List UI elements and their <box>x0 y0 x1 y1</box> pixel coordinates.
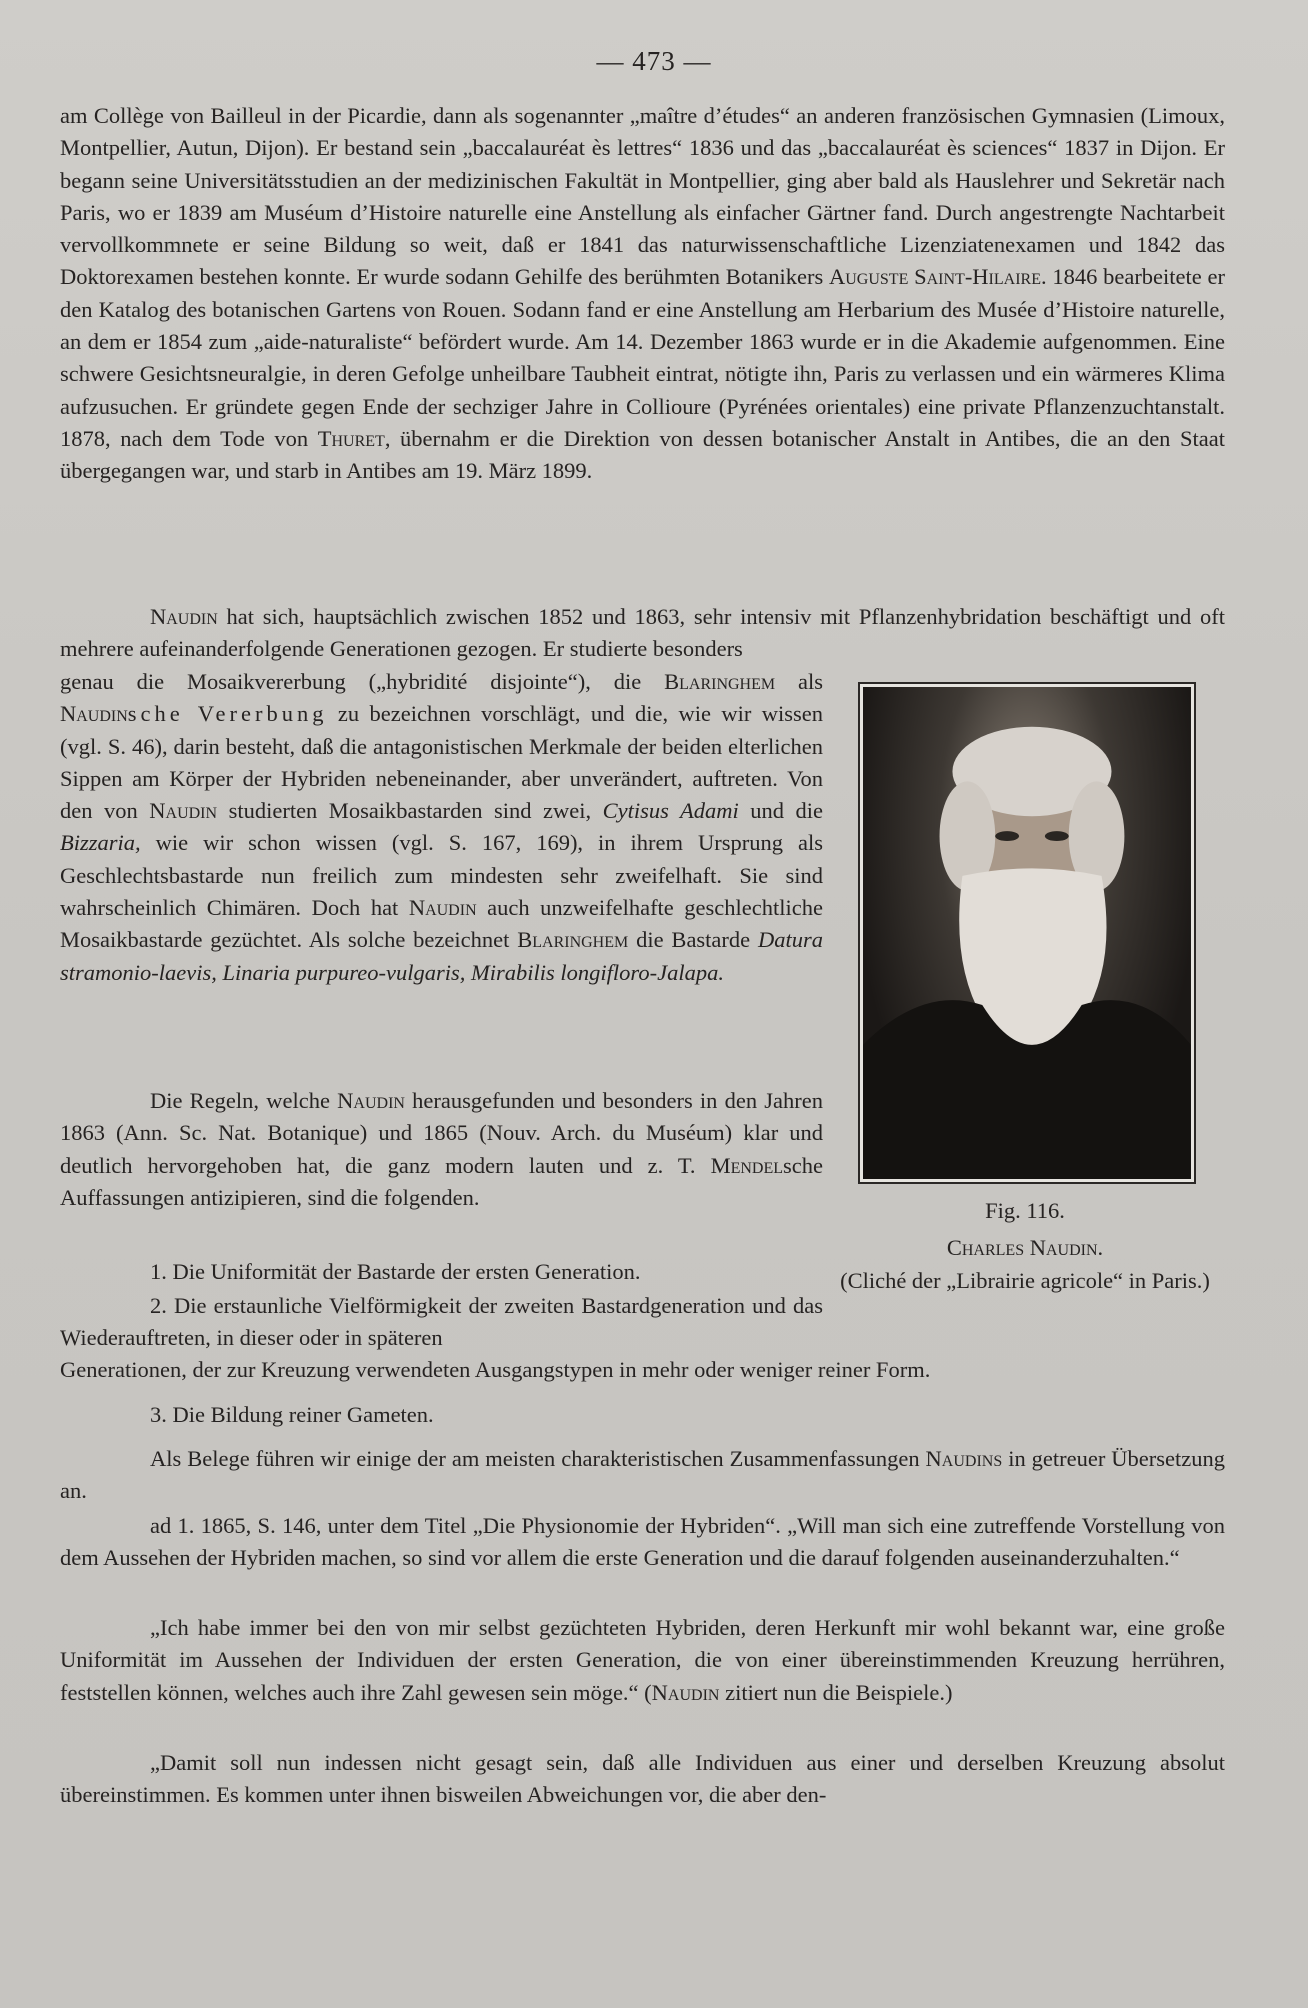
figure-caption-name: Charles Naudin. <box>946 1235 1104 1260</box>
name-thuret: Thuret <box>317 425 385 451</box>
rule-2: 2. Die erstaunliche Vielförmigkeit der zweiten Bastardgeneration und das Wiederauftreten, in dieser oder in späteren <box>60 1293 823 1351</box>
paragraph-biography: am Collège von Bailleul in der Picardie, dann als sogenannter „maître d’études“ an anderen französischen Gymnasien (Limoux, Montpellier, Autun, Dijon). Er bestand sein „baccalauréat ès lettres“ 1836 und das „baccalauréat ès sciences“ 1837 in Dijon. Er begann seine Universitätsstudien an der medizinischen Fakultät in Montpellier, ging aber bald als Hauslehrer und Sekretär nach Paris, wo er 1839 am Muséum d’Histoire naturelle eine Anstellung als einfacher Gärtner fand. Durch angestrengte Nachtarbeit vervollkommnete er seine Bildung so weit, daß er 1841 das naturwissenschaftliche Lizenziatenexamen und 1842 das Doktorexamen bestehen konnte. Er wurde sodann Gehilfe des berühmten Botanikers Auguste Saint-Hilaire. 1846 bearbeitete er den Katalog des botanischen Gartens von Rouen. Sodann fand er eine Anstellung am Herbarium des Musée d’Histoire naturelle, an dem er 1854 zum „aide-naturaliste“ befördert wurde. Am 14. Dezember 1863 wurde er in die Akademie aufgenommen. Eine schwere Gesichtsneuralgie, in deren Gefolge unheilbare Taubheit eintrat, nötigte ihn, Paris zu verlassen und ein wärmeres Klima aufzusuchen. Er gründete gegen Ende der sechziger Jahre in Collioure (Pyrénées orientales) eine private Pflanzenzuchtanstalt. 1878, nach dem Tode von Thuret, übernahm er die Direktion von dessen botanischer Anstalt in Antibes, die an den Staat übergegangen war, und starb in Antibes am 19. März 1899. <box>60 103 1226 484</box>
paragraph-evidence: Als Belege führen wir einige der am meisten charakteristischen Zusammenfassungen Naudins in getreuer Übersetzung an. <box>60 1446 1225 1504</box>
figure-number: Fig. 116. <box>985 1198 1065 1223</box>
figure-portrait-frame <box>858 682 1196 1184</box>
paragraph-quote-2: „Damit soll nun indessen nicht gesagt sein, daß alle Individuen aus einer und derselben Kreuzung absolut übereinstimmen. Es kommen unter ihnen bisweilen Abweichungen vor, die aber den- <box>60 1750 1225 1808</box>
paragraph-ad1: ad 1. 1865, S. 146, unter dem Titel „Die Physionomie der Hybriden“. „Will man sich eine zutreffende Vorstellung von dem Aussehen der Hybriden machen, so sind vor allem die erste Generation und die darauf folgenden auseinanderzuhalten.“ <box>60 1513 1225 1571</box>
name-saint-hilaire: Auguste Saint-Hilaire <box>829 264 1041 290</box>
figure-credit: (Cliché der „Librairie agricole“ in Paris.) <box>840 1268 1210 1293</box>
page-number: — 473 — <box>596 46 712 76</box>
portrait-illustration <box>863 687 1191 1179</box>
paragraph-quote-1: „Ich habe immer bei den von mir selbst gezüchteten Hybriden, deren Herkunft mir wohl bekannt war, eine große Uniformität im Aussehen der Individuen der ersten Generation, die von einer übereinstimmenden Kreuzung herrühren, feststellen können, welches auch ihre Zahl gewesen sein möge.“ (Naudin zitiert nun die Beispiele.) <box>60 1615 1225 1705</box>
paragraph-rules-intro: Die Regeln, welche Naudin herausgefunden und besonders in den Jahren 1863 (Ann. Sc. Nat. Botanique) und 1865 (Nouv. Arch. du Muséum) klar und deutlich hervorgehoben hat, die ganz modern lauten und z. T. Mendelsche Auffassungen antizipieren, sind die folgenden. <box>60 1088 824 1210</box>
paragraph-mosaic: genau die Mosaikvererbung („hybridité disjointe“), die Blaringhem als Naudinsche Vererbung zu bezeichnen vorschlägt, und die, wie wir wissen (vgl. S. 46), darin besteht, daß die antagonistischen Merkmale der beiden elterlichen Sippen am Körper der Hybriden nebeneinander, aber unverändert, auftreten. Von den von Naudin studierten Mosaikbastarden sind zwei, Cytisus Adami und die Bizzaria, wie wir schon wissen (vgl. S. 167, 169), in ihrem Ursprung als Geschlechtsbastarde nun freilich zum mindesten sehr zweifelhaft. Sie sind wahrscheinlich Chimären. Doch hat Naudin auch unzweifelhafte geschlechtliche Mosaikbastarde gezüchtet. Als solche bezeichnet Blaringhem die Bastarde Datura stramonio-laevis, Linaria purpureo-vulgaris, Mirabilis longifloro-Jalapa. <box>60 669 824 985</box>
portrait-photo <box>863 687 1191 1179</box>
rule-2-continued: Generationen, der zur Kreuzung verwendeten Ausgangstypen in mehr oder weniger reiner Form. <box>60 1357 931 1382</box>
rule-1: 1. Die Uniformität der Bastarde der ersten Generation. <box>150 1259 641 1284</box>
rule-3: 3. Die Bildung reiner Gameten. <box>150 1402 434 1427</box>
paragraph-naudin-intro: Naudin hat sich, hauptsächlich zwischen 1852 und 1863, sehr intensiv mit Pflanzenhybridation beschäftigt und oft mehrere aufeinanderfolgende Generationen gezogen. Er studierte besonders <box>60 604 1226 662</box>
